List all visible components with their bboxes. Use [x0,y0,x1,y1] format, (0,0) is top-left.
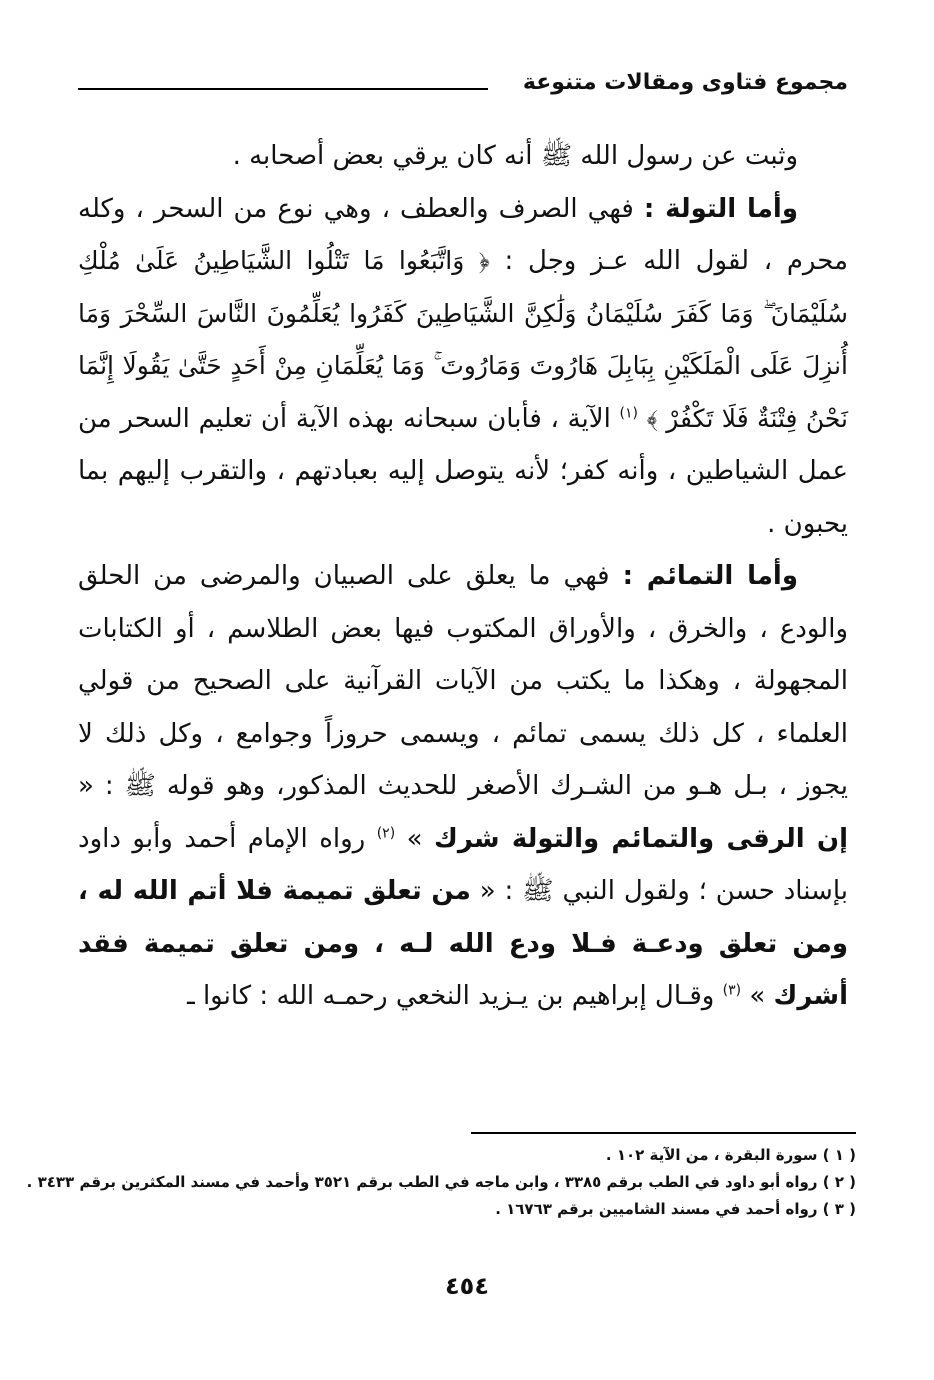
footnote-ref-2: (٢) [376,824,396,841]
hadith-quote-1: إن الرقى والتمائم والتولة شرك [434,823,849,854]
paragraph-text: وقـال إبراهيم بن يـزيد النخعي رحمـه الله : كانوا ـ [187,981,723,1011]
paragraph-tiwala [78,183,848,551]
paragraph-text: الآية ، فأبان سبحانه بهذه الآية أن تعليم السحر من عمل الشياطين ، وأنه كفر؛ لأنه يتوصل إليه بعبادتهم ، والتقرب إليهم بما يحبون . [78,403,848,539]
page-number: ٤٥٤ [445,1272,489,1300]
footnote-3: ( ٣ ) رواه أحمد في مسند الشاميين برقم ١٦٧٦٣ . [495,1200,856,1218]
quote-close: » [406,823,435,854]
section-lead-tiwala: وأما التولة : [643,193,798,224]
paragraph-1: وثبت عن رسول الله ﷺ أنه كان يرقي بعض أصحابه . [232,141,798,171]
header-rule [78,88,488,90]
running-header [78,70,848,106]
footnote-1: ( ١ ) سورة البقرة ، من الآية ١٠٢ . [605,1146,856,1164]
footnotes [26,1142,856,1223]
quran-verse: ﴿ وَاتَّبَعُوا مَا تَتْلُوا الشَّيَاطِينُ عَلَىٰ مُلْكِ سُلَيْمَانَ ۖ وَمَا كَفَرَ سُلَيْمَانُ وَلَٰكِنَّ الشَّيَاطِينَ كَفَرُوا يُعَلِّمُونَ النَّاسَ السِّحْرَ وَمَا أُنزِلَ عَلَى الْمَلَكَيْنِ بِبَابِلَ هَارُوتَ وَمَارُوتَ ۚ وَمَا يُعَلِّمَانِ مِنْ أَحَدٍ حَتَّىٰ يَقُولَا إِنَّمَا نَحْنُ فِتْنَةٌ فَلَا تَكْفُرْ ﴾ [78,246,848,433]
quote-close: » [749,981,774,1011]
footnote-ref-3: (٣) [722,982,742,999]
footnote-2: ( ٢ ) رواه أبو داود في الطب برقم ٣٣٨٥ ، وابن ماجه في الطب برقم ٣٥٢١ وأحمد في مسند المكثرين برقم ٣٤٣٣ . [26,1173,856,1191]
book-title: مجموع فتاوى ومقالات متنوعة [522,70,848,95]
hadith-quote-2: من تعلق تميمة فلا أتم الله له ، ومن تعلق ودعـة فـلا ودع الله لـه ، ومن تعلق تميمة فقد أشرك [78,876,848,1011]
paragraph-tamaim [78,550,848,1023]
paragraph-text: رواه الإمام أحمد وأبو داود بإسناد حسن ؛ ولقول النبي ﷺ : « [78,823,848,906]
footnote-ref-1: (١) [619,404,639,421]
paragraph-text: فهي الصرف والعطف ، وهي نوع من السحر ، وكله محرم ، لقول الله عـز وجل : [78,193,848,276]
main-text [78,130,848,1023]
footnote-rule [471,1132,856,1134]
section-lead-tamaim: وأما التمائم : [622,561,798,591]
paragraph-text: فهي ما يعلق على الصبيان والمرضى من الحلق والودع ، والخرق ، والأوراق المكتوب فيها بعض الطلاسم ، أو الكتابات المجهولة ، وهكذا ما يكتب من الآيات القرآنية على الصحيح من قولي العلماء ، كل ذلك يسمى تمائم ، ويسمى حروزاً وجوامع ، وكل ذلك لا يجوز ، بـل هـو من الشـرك الأصغر للحديث المذكور، وهو قوله ﷺ : « [78,561,848,801]
